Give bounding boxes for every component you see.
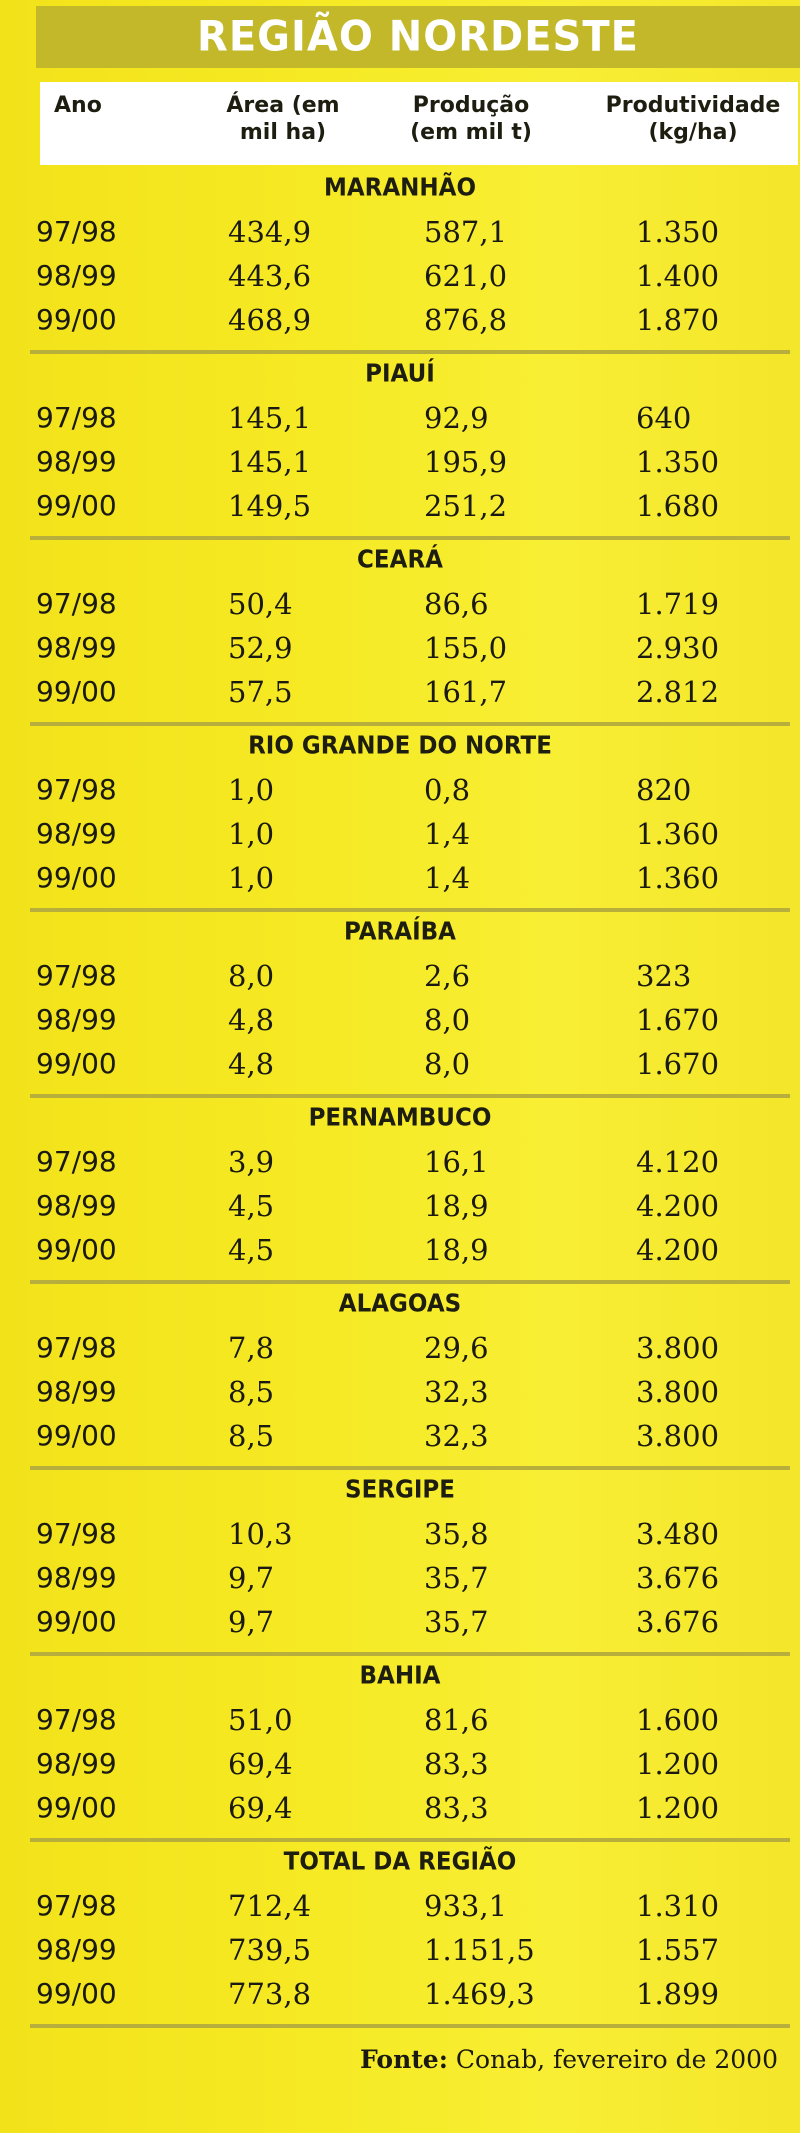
cell-ano: 98/99 [36, 1003, 117, 1036]
table-row [0, 1703, 800, 1747]
cell-produtividade: 1.899 [636, 1977, 720, 2011]
table-row [0, 1003, 800, 1047]
table-row [0, 817, 800, 861]
cell-producao: 251,2 [424, 489, 508, 523]
source-note [360, 2045, 778, 2074]
cell-producao: 8,0 [424, 1003, 471, 1037]
section-title: BAHIA [359, 1661, 441, 1691]
section-title: PERNAMBUCO [308, 1103, 492, 1133]
cell-ano: 99/00 [36, 303, 117, 336]
cell-area: 9,7 [228, 1561, 275, 1595]
cell-producao: 92,9 [424, 401, 489, 435]
cell-produtividade: 1.360 [636, 817, 720, 851]
cell-produtividade: 1.350 [636, 215, 720, 249]
table-row [0, 1977, 800, 2021]
cell-producao: 18,9 [424, 1233, 489, 1267]
cell-produtividade: 323 [636, 959, 692, 993]
table-row [0, 1375, 800, 1419]
cell-ano: 97/98 [36, 1331, 117, 1364]
cell-ano: 99/00 [36, 1233, 117, 1266]
cell-ano: 98/99 [36, 445, 117, 478]
cell-area: 57,5 [228, 675, 293, 709]
table-row [0, 1605, 800, 1649]
header-producao: Produção (em mil t) [410, 93, 532, 145]
cell-produtividade: 1.557 [636, 1933, 720, 1967]
cell-producao: 587,1 [424, 215, 508, 249]
cell-producao: 155,0 [424, 631, 508, 665]
header-ano: Ano [54, 93, 102, 118]
cell-ano: 97/98 [36, 1145, 117, 1178]
table-row [0, 1517, 800, 1561]
cell-ano: 97/98 [36, 1703, 117, 1736]
title-banner [36, 6, 800, 68]
cell-producao: 161,7 [424, 675, 508, 709]
cell-produtividade: 1.200 [636, 1791, 720, 1825]
cell-ano: 99/00 [36, 1791, 117, 1824]
section-divider [30, 1466, 790, 1470]
table-row [0, 1419, 800, 1463]
table-header [40, 82, 798, 165]
cell-ano: 99/00 [36, 489, 117, 522]
header-area: Área (em mil ha) [226, 93, 340, 145]
cell-area: 69,4 [228, 1791, 293, 1825]
section-title: TOTAL DA REGIÃO [283, 1847, 517, 1877]
cell-produtividade: 3.676 [636, 1605, 720, 1639]
cell-area: 468,9 [228, 303, 312, 337]
cell-ano: 99/00 [36, 675, 117, 708]
cell-producao: 86,6 [424, 587, 489, 621]
cell-producao: 1,4 [424, 817, 471, 851]
cell-producao: 18,9 [424, 1189, 489, 1223]
cell-producao: 83,3 [424, 1791, 489, 1825]
source-text: Conab, fevereiro de 2000 [455, 2045, 778, 2074]
section-divider [30, 536, 790, 540]
section-alagoas [0, 1291, 800, 1477]
table-row [0, 675, 800, 719]
table-row [0, 1233, 800, 1277]
section-piaui [0, 361, 800, 547]
cell-area: 149,5 [228, 489, 312, 523]
cell-produtividade: 3.676 [636, 1561, 720, 1595]
section-divider [30, 722, 790, 726]
cell-produtividade: 1.200 [636, 1747, 720, 1781]
cell-produtividade: 3.800 [636, 1419, 720, 1453]
section-title: CEARÁ [357, 545, 443, 575]
table-row [0, 959, 800, 1003]
cell-produtividade: 820 [636, 773, 692, 807]
cell-area: 4,8 [228, 1003, 275, 1037]
section-divider [30, 1838, 790, 1842]
cell-area: 1,0 [228, 861, 275, 895]
cell-produtividade: 1.600 [636, 1703, 720, 1737]
cell-producao: 1,4 [424, 861, 471, 895]
cell-produtividade: 1.670 [636, 1047, 720, 1081]
cell-area: 712,4 [228, 1889, 312, 1923]
cell-ano: 98/99 [36, 1747, 117, 1780]
table-row [0, 773, 800, 817]
cell-producao: 35,7 [424, 1561, 489, 1595]
cell-area: 7,8 [228, 1331, 275, 1365]
section-bahia [0, 1663, 800, 1849]
cell-area: 434,9 [228, 215, 312, 249]
table-row [0, 1561, 800, 1605]
section-divider [30, 350, 790, 354]
cell-producao: 621,0 [424, 259, 508, 293]
cell-producao: 16,1 [424, 1145, 489, 1179]
cell-producao: 195,9 [424, 445, 508, 479]
cell-ano: 97/98 [36, 773, 117, 806]
section-maranhao [0, 175, 800, 361]
table-row [0, 1145, 800, 1189]
header-produtividade: Produtividade (kg/ha) [605, 93, 781, 145]
region-title: REGIÃO NORDESTE [197, 12, 639, 62]
cell-area: 8,0 [228, 959, 275, 993]
cell-area: 773,8 [228, 1977, 312, 2011]
cell-producao: 32,3 [424, 1419, 489, 1453]
cell-produtividade: 1.360 [636, 861, 720, 895]
cell-ano: 98/99 [36, 1375, 117, 1408]
cell-area: 145,1 [228, 445, 312, 479]
cell-area: 51,0 [228, 1703, 293, 1737]
cell-area: 1,0 [228, 773, 275, 807]
table-row [0, 1331, 800, 1375]
section-divider [30, 908, 790, 912]
cell-producao: 35,7 [424, 1605, 489, 1639]
table-row [0, 1747, 800, 1791]
cell-area: 4,8 [228, 1047, 275, 1081]
cell-area: 4,5 [228, 1189, 275, 1223]
cell-area: 145,1 [228, 401, 312, 435]
section-title: PIAUÍ [365, 359, 435, 389]
cell-producao: 83,3 [424, 1747, 489, 1781]
cell-producao: 32,3 [424, 1375, 489, 1409]
cell-produtividade: 2.930 [636, 631, 720, 665]
cell-producao: 1.469,3 [424, 1977, 535, 2011]
cell-area: 443,6 [228, 259, 312, 293]
cell-producao: 876,8 [424, 303, 508, 337]
cell-produtividade: 1.310 [636, 1889, 720, 1923]
cell-ano: 97/98 [36, 215, 117, 248]
cell-ano: 98/99 [36, 1933, 117, 1966]
table-row [0, 1889, 800, 1933]
table-row [0, 259, 800, 303]
cell-producao: 933,1 [424, 1889, 508, 1923]
section-divider [30, 2024, 790, 2028]
cell-ano: 97/98 [36, 401, 117, 434]
cell-area: 739,5 [228, 1933, 312, 1967]
cell-produtividade: 3.480 [636, 1517, 720, 1551]
cell-producao: 35,8 [424, 1517, 489, 1551]
cell-area: 1,0 [228, 817, 275, 851]
cell-area: 4,5 [228, 1233, 275, 1267]
cell-area: 50,4 [228, 587, 293, 621]
table-row [0, 631, 800, 675]
section-total-da-regiao [0, 1849, 800, 2035]
section-title: MARANHÃO [323, 173, 477, 203]
cell-area: 8,5 [228, 1419, 275, 1453]
cell-producao: 2,6 [424, 959, 471, 993]
cell-ano: 97/98 [36, 959, 117, 992]
cell-produtividade: 1.870 [636, 303, 720, 337]
cell-ano: 98/99 [36, 1561, 117, 1594]
cell-produtividade: 1.680 [636, 489, 720, 523]
source-label: Fonte: [360, 2045, 448, 2074]
table-row [0, 1189, 800, 1233]
cell-produtividade: 1.719 [636, 587, 720, 621]
cell-produtividade: 4.120 [636, 1145, 720, 1179]
cell-produtividade: 3.800 [636, 1375, 720, 1409]
cell-produtividade: 4.200 [636, 1189, 720, 1223]
table-row [0, 401, 800, 445]
cell-produtividade: 3.800 [636, 1331, 720, 1365]
cell-ano: 99/00 [36, 1047, 117, 1080]
section-title: RIO GRANDE DO NORTE [248, 731, 552, 761]
section-pernambuco [0, 1105, 800, 1291]
table-row [0, 303, 800, 347]
cell-ano: 99/00 [36, 1419, 117, 1452]
cell-ano: 99/00 [36, 1977, 117, 2010]
cell-produtividade: 2.812 [636, 675, 720, 709]
cell-produtividade: 1.350 [636, 445, 720, 479]
cell-producao: 0,8 [424, 773, 471, 807]
table-row [0, 1933, 800, 1977]
table-row [0, 445, 800, 489]
table-row [0, 215, 800, 259]
cell-ano: 97/98 [36, 587, 117, 620]
cell-produtividade: 1.400 [636, 259, 720, 293]
table-row [0, 1047, 800, 1091]
cell-area: 69,4 [228, 1747, 293, 1781]
cell-produtividade: 4.200 [636, 1233, 720, 1267]
cell-ano: 98/99 [36, 259, 117, 292]
cell-produtividade: 640 [636, 401, 692, 435]
section-rio-grande-do-norte [0, 733, 800, 919]
table-row [0, 587, 800, 631]
section-paraiba [0, 919, 800, 1105]
cell-producao: 81,6 [424, 1703, 489, 1737]
cell-area: 52,9 [228, 631, 293, 665]
cell-produtividade: 1.670 [636, 1003, 720, 1037]
cell-area: 8,5 [228, 1375, 275, 1409]
cell-producao: 8,0 [424, 1047, 471, 1081]
section-divider [30, 1280, 790, 1284]
cell-area: 9,7 [228, 1605, 275, 1639]
section-divider [30, 1652, 790, 1656]
section-divider [30, 1094, 790, 1098]
cell-producao: 1.151,5 [424, 1933, 535, 1967]
cell-ano: 99/00 [36, 1605, 117, 1638]
cell-ano: 97/98 [36, 1517, 117, 1550]
cell-ano: 98/99 [36, 631, 117, 664]
cell-area: 10,3 [228, 1517, 293, 1551]
section-title: PARAÍBA [344, 917, 456, 947]
table-row [0, 489, 800, 533]
section-sergipe [0, 1477, 800, 1663]
table-row [0, 1791, 800, 1835]
section-title: SERGIPE [345, 1475, 455, 1505]
cell-producao: 29,6 [424, 1331, 489, 1365]
cell-ano: 98/99 [36, 1189, 117, 1222]
cell-ano: 99/00 [36, 861, 117, 894]
table-row [0, 861, 800, 905]
section-title: ALAGOAS [338, 1289, 462, 1319]
cell-ano: 97/98 [36, 1889, 117, 1922]
cell-area: 3,9 [228, 1145, 275, 1179]
cell-ano: 98/99 [36, 817, 117, 850]
section-ceara [0, 547, 800, 733]
